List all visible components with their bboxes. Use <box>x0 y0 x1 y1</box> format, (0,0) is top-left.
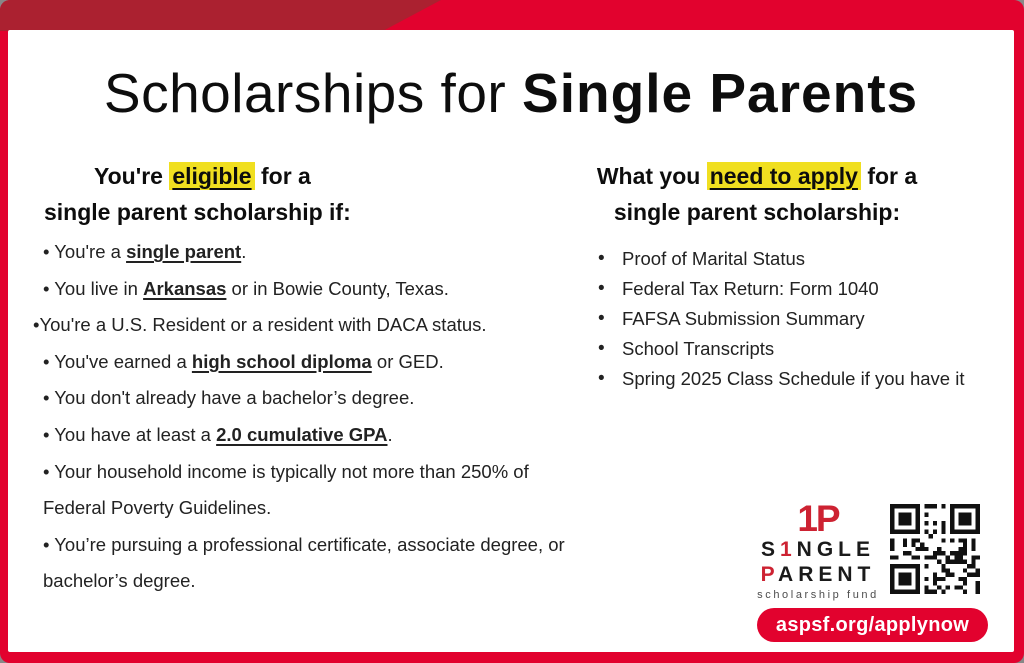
requirements-item: • School Transcripts <box>596 334 976 364</box>
page-title <box>8 62 1014 125</box>
requirements-list <box>596 244 976 394</box>
logo-tagline: scholarship fund <box>757 589 879 602</box>
eligibility-item: • You don't already have a bachelor’s degree. <box>43 387 415 409</box>
eligibility-item: • Your household income is typically not more than 250% of Federal Poverty Guidelines. <box>43 460 529 519</box>
logo-word-single: S1NGLE <box>760 538 876 561</box>
requirements-item: • FAFSA Submission Summary <box>596 304 976 334</box>
corner-accent-shape <box>0 0 441 31</box>
eligibility-item: • You live in Arkansas or in Bowie County, Texas. <box>43 277 449 299</box>
eligibility-heading-pre: You're <box>94 163 170 189</box>
logo-word-parent: PARENT <box>760 562 876 586</box>
eligibility-heading-line1 <box>36 158 556 194</box>
eligibility-list <box>33 234 593 600</box>
requirements-heading-highlight: need to apply <box>707 162 861 190</box>
logo-1p-mark-icon: 1P <box>797 498 839 539</box>
requirements-heading-line2: single parent scholarship: <box>613 199 901 225</box>
page-title-bold: Single Parents <box>522 62 919 124</box>
eligibility-heading-post: for a <box>254 163 311 189</box>
requirements-item: • Federal Tax Return: Form 1040 <box>596 274 976 304</box>
eligibility-item: •You're a U.S. Resident or a resident with DACA status. <box>33 314 487 336</box>
apply-now-link-button[interactable]: aspsf.org/applynow <box>757 608 988 642</box>
page-title-regular: Scholarships for <box>103 62 523 124</box>
flyer-content-area <box>8 30 1014 652</box>
requirements-heading-post: for a <box>860 163 918 189</box>
eligibility-heading <box>36 158 556 230</box>
eligibility-item: • You've earned a high school diploma or GED. <box>43 350 444 372</box>
eligibility-heading-highlight: eligible <box>169 162 254 190</box>
eligibility-item: • You have at least a 2.0 cumulative GPA. <box>43 423 393 445</box>
requirements-item: • Spring 2025 Class Schedule if you have it <box>596 364 976 394</box>
qr-code-icon <box>890 504 980 594</box>
requirements-heading-pre: What you <box>596 163 707 189</box>
eligibility-item: • You're a single parent. <box>43 241 247 262</box>
requirements-item: • Proof of Marital Status <box>596 244 976 274</box>
eligibility-item: • You’re pursuing a professional certificate, associate degree, or bachelor’s degree. <box>43 533 565 592</box>
requirements-heading <box>545 158 969 230</box>
eligibility-heading-line2: single parent scholarship if: <box>44 199 351 225</box>
single-parent-scholarship-fund-logo <box>747 500 889 601</box>
requirements-heading-line1 <box>545 158 969 194</box>
